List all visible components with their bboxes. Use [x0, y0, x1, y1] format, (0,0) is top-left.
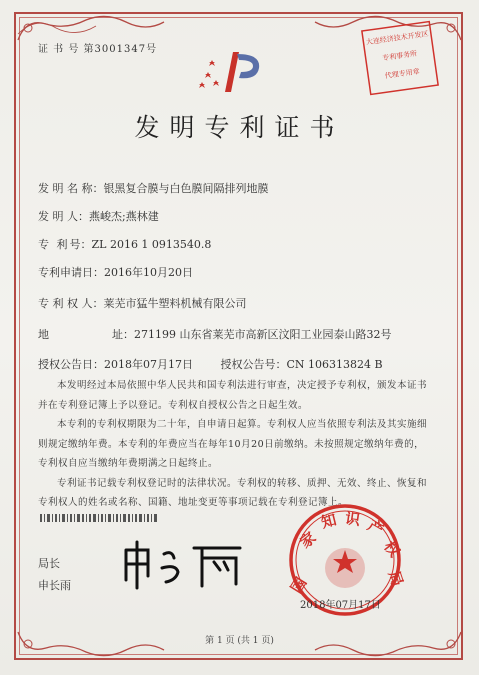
- field-value: 莱芜市猛牛塑料机械有限公司: [103, 297, 247, 310]
- field-value: 2016年10月20日: [104, 266, 193, 279]
- director-title: 局长: [38, 557, 60, 570]
- body-line: 则规定缴纳年费。本专利的年费应当在每年10月20日前缴纳。未按照规定缴纳年费的，: [38, 438, 425, 450]
- stamp-line-1: 大连经济技术开发区: [365, 29, 429, 47]
- field-application-date: [38, 264, 193, 280]
- field-label: 授权公告日：: [38, 358, 104, 371]
- field-label: 专 利 权 人：: [38, 297, 104, 310]
- field-address: [38, 326, 391, 342]
- announcement-label: 授权公告号：: [220, 358, 287, 371]
- top-left-ornament: [16, 14, 166, 42]
- field-value: 2018年07月17日: [104, 358, 193, 371]
- svg-text:产: 产: [364, 516, 387, 540]
- body-line: 专利权人的姓名或名称、国籍、地址变更等事项记载在专利登记簿上。: [38, 497, 349, 508]
- director-signature: [120, 540, 250, 590]
- field-patent-number: [38, 236, 211, 252]
- svg-text:权: 权: [380, 537, 404, 561]
- stamp-line-2: 专利事务所: [381, 49, 418, 63]
- page-number: 第 1 页 (共 1 页): [205, 636, 274, 646]
- svg-text:识: 识: [344, 509, 362, 530]
- certificate-number: 证 书 号 第3001347号: [38, 44, 158, 55]
- svg-text:知: 知: [319, 510, 339, 532]
- field-label: 专 利: [38, 238, 70, 251]
- field-label: 发 明 名 称：: [38, 182, 104, 195]
- stamp-line-3: 代理专用章: [384, 67, 421, 81]
- director-name: 申长雨: [38, 579, 71, 592]
- field-value: 燕峻杰;燕林建: [89, 210, 159, 223]
- svg-text:局: 局: [384, 568, 407, 589]
- barcode: [40, 514, 160, 522]
- agency-stamp: [360, 22, 440, 94]
- body-line: 本发明经过本局依照中华人民共和国专利法进行审查，决定授予专利权，颁发本证书: [57, 380, 428, 391]
- announcement-number: CN 106313824 B: [286, 358, 383, 371]
- body-line: 本专利的专利权期限为二十年，自申请日起算。专利权人应当依照专利法及其实施细: [57, 419, 428, 430]
- field-patentee: [38, 295, 247, 311]
- patent-office-logo-icon: [195, 48, 275, 94]
- body-line: 并在专利登记簿上予以登记。专利权自授权公告之日起生效。: [38, 399, 309, 411]
- body-line: 专利证书记载专利权登记时的法律状况。专利权的转移、质押、无效、终止、恢复和: [57, 477, 428, 489]
- field-value: 号：ZL 2016 1 0913540.8: [69, 238, 212, 251]
- svg-text:家: 家: [296, 528, 320, 552]
- field-value: 银黑复合膜与白色膜间隔排列地膜: [103, 182, 269, 195]
- field-label: 地: [38, 328, 49, 341]
- field-value: 址：271199 山东省莱芜市高新区汶阳工业园泰山路32号: [112, 328, 392, 341]
- body-line: 专利权自应当缴纳年费期满之日起终止。: [38, 458, 219, 469]
- field-label: 发 明 人：: [38, 210, 89, 223]
- svg-text:国: 国: [287, 574, 311, 597]
- certificate-title: 发明专利证书: [134, 113, 345, 142]
- field-label: 专利申请日：: [38, 266, 104, 279]
- certificate-body: [38, 376, 438, 513]
- field-inventor: [38, 208, 159, 224]
- field-grant-date: [38, 356, 383, 372]
- field-invention-name: [38, 180, 269, 196]
- issue-date: 2018年07月17日: [300, 600, 381, 611]
